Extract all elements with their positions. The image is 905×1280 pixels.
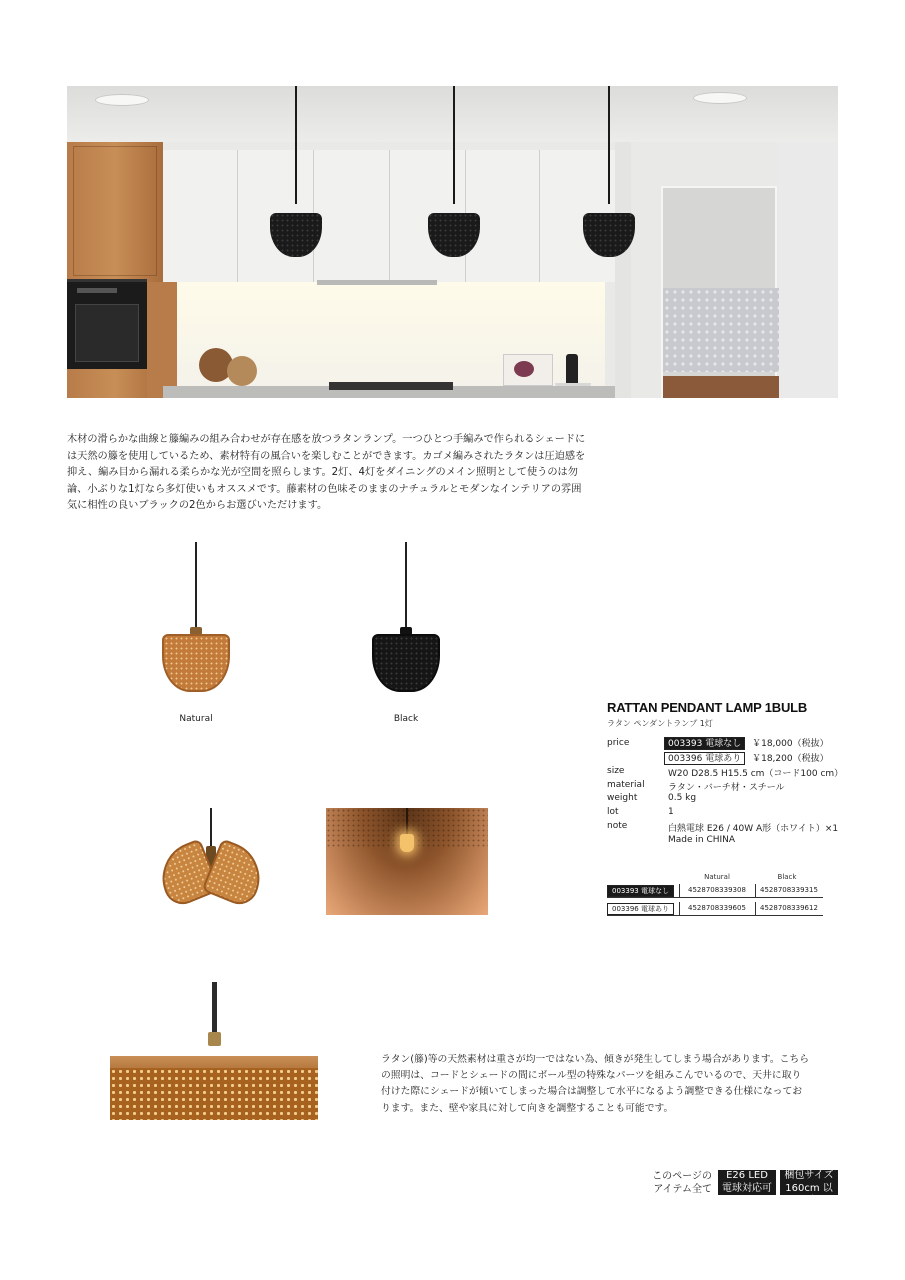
gas-stove [329,382,453,390]
lamp-black-image [372,634,440,692]
jan-code-black: 4528708339315 [760,886,818,894]
origin-note: Made in CHINA [668,835,736,845]
jan-code-black: 4528708339612 [760,904,818,912]
lamp-lit-interior-image [326,808,488,915]
led-compatible-badge: E26 LED 電球対応可 [718,1170,776,1195]
jan-row [607,902,823,916]
price-label: price [607,738,630,748]
rattan-weave [110,1068,318,1120]
oven-panel [77,288,117,293]
price-row [664,751,829,765]
wood-panel [147,282,177,398]
wood-cabinet-door [73,146,157,276]
footer-label: このページの アイテム全て [652,1171,712,1195]
pendant-cord [405,542,407,634]
cookbook [503,354,553,386]
spec-label: size [607,766,625,776]
product-title: RATTAN PENDANT LAMP 1BULB [607,700,808,715]
oven-window [75,304,139,362]
price-value: ￥18,000（税抜） [752,739,829,749]
jan-product-code: 003393 電球なし [607,885,674,897]
pendant-cord [295,86,297,204]
package-size-badge: 梱包サイズ 160cm 以下 [780,1170,838,1195]
vase [566,354,578,386]
wood-floor [663,376,779,398]
spec-value: 0.5 kg [668,793,697,803]
pendant-cord [453,86,455,204]
oven [67,279,147,369]
jan-product-code: 003396 電球あり [607,903,674,915]
jan-code-natural: 4528708339308 [688,886,746,894]
adjustment-note-paragraph: ラタン(籐)等の天然素材は重さが均一ではない為、傾きが発生してしまう場合があります。こちらの照明は、コードとシェードの間にボール型の特殊なパーツを組みこんでいるので、天井に取り付けた際にシェードが傾いてしまった場合は調整して水平になるよう調整できる仕様になっております。また、壁や家具に対して向きを調整することも可能です。 [381,1054,810,1114]
product-code-badge: 003396 電球あり [664,752,745,765]
variant-caption-natural: Natural [179,714,213,724]
price-row [664,736,829,750]
lamp-natural-image [162,634,230,692]
product-subtitle: ラタン ペンダントランプ 1灯 [607,719,713,728]
pendant-cord [608,86,610,204]
spec-panel [607,700,844,913]
doorway [661,186,777,398]
ball-joint [208,1032,221,1046]
wall-column [615,142,631,398]
bulb-icon [400,834,414,852]
downlight [95,94,149,106]
spec-label: lot [607,807,619,817]
upper-cabinets [163,150,615,282]
spec-label: material [607,780,645,790]
tile-wall [663,288,779,372]
spec-value: 白熱電球 E26 / 40W A形（ホワイト）×1 [668,824,839,834]
wall [779,142,838,398]
intro-paragraph: 木材の滑らかな曲線と籐編みの組み合わせが存在感を放つラタンランプ。一つひとつ手編みで作られるシェードには天然の籐を使用しているため、素材特有の風合いを楽しむことができます。カゴメ編みされたラタンは圧迫感を抑え、編み目から漏れる柔らかな光が空間を照らします。2灯、4灯をダイニングのメイン照明として使うのは勿論、小ぶりな1灯なら多灯使いもオススメです。藤素材の色味そのままのナチュラルとモダンなインテリアの雰囲気に相性の良いブラックの2色からお選びいただけます。 [67,434,586,512]
variant-caption-black: Black [393,714,419,724]
downlight [693,92,747,104]
jan-header-natural: Natural [704,873,730,881]
jan-row [607,884,823,898]
spec-value: ラタン・バーチ材・スチール [668,783,785,793]
spec-label: note [607,821,628,831]
pendant-cord [195,542,197,634]
cutting-board [227,356,257,386]
jan-code-natural: 4528708339605 [688,904,746,912]
jan-header-black: Black [777,873,797,881]
spec-value: W20 D28.5 H15.5 cm（コード100 cm） [668,769,844,779]
footer-badges [648,1170,840,1206]
pendant-cord [210,808,212,848]
spec-value: 1 [668,807,674,817]
shade-closeup-image [110,982,318,1120]
price-value: ￥18,200（税抜） [752,754,829,764]
hero-kitchen-photo [67,86,838,398]
spec-label: weight [607,793,638,803]
range-hood [317,280,437,285]
product-code-badge: 003393 電球なし [664,737,745,750]
